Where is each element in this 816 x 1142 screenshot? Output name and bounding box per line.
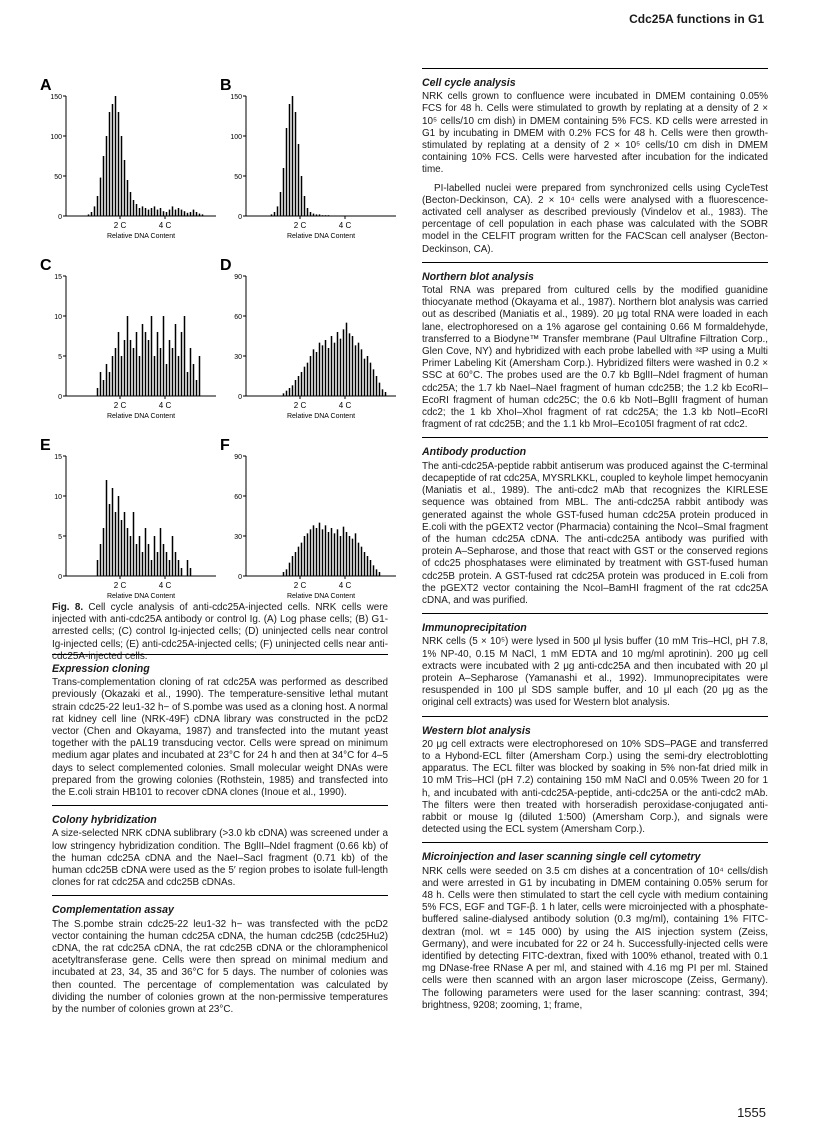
histogram-bar — [145, 528, 147, 576]
histogram-bar — [277, 206, 279, 216]
section-rule — [422, 437, 768, 438]
histogram-bar — [184, 316, 186, 396]
paragraph: NRK cells grown to confluence were incubated in DMEM containing 0.05% FCS for 48 h. Cells were stimulated to growth by replating at a density of 2 × 10⁵ cells/10 cm dish) in DMEM containing 5% FCS. KD cells were arrested in G1 by incubating in DMEM with 0.2% FCS for 48 h. Cells were then growth-stimulated by replating at a density of 2 × 10⁵ cells/10 cm dish in DMEM containing 10% FCS. Cells were harvested after incubation for the indicated time. — [422, 91, 768, 176]
histogram-bar — [316, 528, 318, 576]
panel-label: F — [220, 437, 230, 454]
y-tick-label: 90 — [234, 454, 242, 461]
histogram-bar — [124, 340, 126, 396]
histogram-bar — [292, 385, 294, 396]
section-rule — [422, 842, 768, 843]
histogram-bar — [166, 364, 168, 396]
histogram-bar — [370, 363, 372, 396]
histogram-bar — [301, 543, 303, 576]
histogram-bar — [175, 324, 177, 396]
x-axis-label: Relative DNA Content — [286, 413, 356, 420]
x-axis-label: Relative DNA Content — [106, 593, 176, 600]
histogram-bar — [130, 340, 132, 396]
y-tick-label: 15 — [54, 454, 62, 461]
y-tick-label: 150 — [230, 94, 242, 101]
histogram-bar — [178, 356, 180, 396]
y-tick-label: 90 — [234, 274, 242, 281]
histogram-bar — [373, 369, 375, 396]
x-tick-label: 4 C — [338, 221, 352, 230]
histogram-bar — [190, 212, 192, 216]
histogram-bar — [379, 572, 381, 576]
histogram-bar — [358, 343, 360, 396]
histogram-bar — [307, 363, 309, 396]
paragraph: NRK cells were seeded on 3.5 cm dishes at a concentration of 10⁴ cells/dish and were arrested in G1 by incubating in DMEM containing 0.05% serum for 48 h. Cells were then stimulated to start the cell cycle with medium containing 5% FCS, EGF and TGF-β. 1 h later, cells were microinjected with a phosphate-buffered saline-dialysed antibody solution (0.3 mg/ml), containing 1% FITC-dextran (mol. wt = 145 000) by using the AIS injection system (Zeiss, Germany), and were incubated for 22 or 24 h. Successfully-injected cells were identified by detecting FITC-dextran, fixed with 100% ethanol, treated with 0.1 mg DNase-free RNase A per ml, and stained with 4.16 mg PI per ml. Stained cells were then scanned with an argon laser microscope (Zeiss, Germany). The following parameters were used for the laser scanning: contrast, 394; brightness, 9208; zooming, 1; frame, — [422, 865, 768, 1011]
section-rule — [52, 654, 388, 655]
histogram-bar — [121, 356, 123, 396]
histogram-bar — [364, 552, 366, 576]
panel-label: C — [40, 257, 52, 274]
y-tick-label: 0 — [58, 214, 62, 221]
panel-label: E — [40, 437, 51, 454]
histogram-bar — [358, 543, 360, 576]
histogram-bar — [136, 544, 138, 576]
histogram-bar — [154, 536, 156, 576]
histogram-bar — [181, 568, 183, 576]
histogram-bar — [196, 380, 198, 396]
histogram-bar — [160, 528, 162, 576]
x-tick-label: 4 C — [338, 581, 352, 590]
histogram-bar — [343, 329, 345, 396]
histogram-bar — [313, 525, 315, 576]
histogram-bar — [124, 160, 126, 216]
histogram-bar — [184, 211, 186, 216]
histogram-bar — [367, 356, 369, 396]
histogram-bar — [157, 552, 159, 576]
histogram-bar — [115, 348, 117, 396]
y-tick-label: 60 — [234, 314, 242, 321]
y-tick-label: 50 — [234, 174, 242, 181]
histogram-bar — [133, 200, 135, 216]
histogram-bar — [103, 156, 105, 216]
histogram-bar — [289, 563, 291, 576]
section-rule — [52, 895, 388, 896]
histogram-bar — [298, 376, 300, 396]
histogram-bar — [325, 340, 327, 396]
x-axis-label: Relative DNA Content — [286, 593, 356, 600]
histogram-bar — [115, 512, 117, 576]
histogram-bar — [109, 504, 111, 576]
histogram-bar — [319, 343, 321, 396]
histogram-bar — [175, 552, 177, 576]
section-heading: Northern blot analysis — [422, 270, 534, 283]
histogram-bar — [196, 212, 198, 216]
histogram-bar — [178, 208, 180, 216]
x-tick-label: 4 C — [158, 221, 172, 230]
histogram-bar — [373, 565, 375, 576]
y-tick-label: 0 — [238, 214, 242, 221]
panel-label: D — [220, 257, 232, 274]
y-tick-label: 0 — [58, 574, 62, 581]
histogram-bar — [121, 520, 123, 576]
histogram-bar — [154, 206, 156, 216]
section-heading: Immunoprecipitation — [422, 622, 527, 635]
x-tick-label: 4 C — [338, 401, 352, 410]
histogram-bar — [118, 496, 120, 576]
y-tick-label: 0 — [238, 574, 242, 581]
histogram-bar — [283, 572, 285, 576]
histogram-bar — [328, 532, 330, 576]
y-tick-label: 0 — [58, 394, 62, 401]
paragraph: Trans-complementation cloning of rat cdc25A was performed as described previously (Okazaki et al., 1990). The temperature-sensitive lethal mutant strain cdc25-22 leu1-32 h− of S.pombe was used as a cloning host. A normal rat kidney cell line (NRK-49F) cDNA library was constructed in the pcD2 vector (Chen and Okayama, 1987) and transfected into the mutant yeast together with the pAL19 transducing vector. Cells were spread on minimum medium agar plates and incubated at 23°C for 24 h and then at 34°C for 4–5 days to select complemented colonies. Small molecular weight DNAs were prepared from the growing colonies (Rothstein, 1985) and transfected into the E.coli strain HB101 to recover cDNA clones (Inoue et al., 1990). — [52, 677, 388, 799]
histogram-bar — [322, 345, 324, 396]
histogram-bar — [145, 332, 147, 396]
histogram-bar — [298, 547, 300, 576]
x-tick-label: 4 C — [158, 581, 172, 590]
histogram-bar — [346, 532, 348, 576]
histogram-bar — [193, 364, 195, 396]
histogram-bar — [352, 336, 354, 396]
paragraph: Total RNA was prepared from cultured cells by the modified guanidine thiocyanate method (Okayama et al., 1987). Northern blot analysis was carried out as described (Maniatis et al., 1989). 20 μg total RNA were loaded in each lane, electrophoresed on a 1% agarose gel containing 0.66 M formaldehyde, transferred to a Biodyne™ Transfer membrane (Paul Ultrafine Filtration Corp., Glen Cove, NY) and hybridized with each probe labelled with ³²P using a Multi Primer Labeling Kit (Amersham Corp.). Hybridized filters were washed in 0.2 × SSC at 60°C. The probes used are the 0.7 kb BglII–NdeI fragment of human cdc25A; the 1.7 kb NaeI–NaeI fragment of human cdc25B; the 1.2 kb EcoRI–EcoRI fragment of human cdc25C; the 0.6 kb NotI–BglII fragment of human cdc2; the 1 kb XhoI–XhoI fragment of rat cdc25A; the 1.3 kb NotI–EcoRI fragment of rat cdc25B; and the 1.1 kb MroI–Eco105I fragment of rat cdc2. — [422, 285, 768, 431]
histogram-bar — [187, 213, 189, 216]
histogram-bar — [151, 560, 153, 576]
histogram-bar — [142, 206, 144, 216]
left-column — [52, 654, 388, 1022]
histogram-bar — [199, 356, 201, 396]
histogram-bar — [94, 206, 96, 216]
histogram-bar — [331, 528, 333, 576]
histogram-bar — [286, 128, 288, 216]
histogram-bar — [148, 340, 150, 396]
y-tick-label: 10 — [54, 314, 62, 321]
histogram-bar — [289, 104, 291, 216]
paragraph: The S.pombe strain cdc25-22 leu1-32 h− was transfected with the pcD2 vector containing the human cdc25A cDNA, the human cdc25B (cdc25Hu2) cDNA, the rat cdc25A cDNA, the rat cdc25B cDNA or the chloramphenicol acetyltransferase gene. Cells were then spread on minimal medium and incubated at 23, 34, 35 and 36°C for 5 days. The number of colonies was then counted. The percentage of complementation was calculated by dividing the number of colonies grown at the non-permissive temperatures by the number of colonies grown at 23°C. — [52, 918, 388, 1016]
histogram-bar — [103, 528, 105, 576]
x-axis-label: Relative DNA Content — [106, 233, 176, 240]
histogram-bar — [100, 178, 102, 216]
histogram-bar — [127, 528, 129, 576]
histogram-bar — [301, 372, 303, 396]
histogram-bar — [319, 214, 321, 216]
histogram-bar — [361, 349, 363, 396]
section-heading: Colony hybridization — [52, 814, 157, 827]
paragraph: A size-selected NRK cDNA sublibrary (>3.0 kb cDNA) was screened under a low stringency hybridization condition. The BglII–NdeI fragment (0.66 kb) of the human cdc25A cDNA and the NaeI–SacI fragment (0.71 kb) of the human cdc25B cDNA were used as the 5′ region probes to isolate full-length clones for rat cdc25A and cdc25B cDNAs. — [52, 828, 388, 889]
histogram-bar — [91, 212, 93, 216]
caption-label: Fig. 8. — [52, 602, 84, 613]
histogram-bar — [139, 356, 141, 396]
histogram-bar — [163, 211, 165, 216]
histogram-bar — [181, 332, 183, 396]
running-head: Cdc25A functions in G1 — [629, 12, 764, 26]
histogram-bar — [307, 533, 309, 576]
histogram-bar — [118, 332, 120, 396]
histogram-bar — [355, 345, 357, 396]
histogram-bar — [292, 96, 294, 216]
section-rule — [422, 262, 768, 263]
histogram-bar — [160, 348, 162, 396]
caption-text: Cell cycle analysis of anti-cdc25A-injected cells. NRK cells were injected with anti-cdc25A antibody or control Ig. (A) Log phase cells; (B) G1-arrested cells; (C) control Ig-injected cells; (D) uninjected cells near control Ig-injected cells; (E) anti-cdc25A-injected cells; (F) uninjected cells near anti-cdc25A-injected cells. — [52, 602, 388, 662]
histogram-bar — [157, 332, 159, 396]
histogram-bar — [112, 488, 114, 576]
x-tick-label: 2 C — [293, 401, 307, 410]
histogram-bar — [367, 556, 369, 576]
histogram-bar — [148, 544, 150, 576]
histogram-bar — [202, 214, 204, 216]
histogram-bar — [340, 339, 342, 396]
histogram-bar — [307, 208, 309, 216]
histogram-bar — [376, 376, 378, 396]
histogram-bar — [178, 560, 180, 576]
x-tick-label: 2 C — [293, 581, 307, 590]
histogram-bar — [295, 552, 297, 576]
histogram-bar — [379, 383, 381, 396]
histogram-bar — [133, 348, 135, 396]
histogram-bar — [97, 560, 99, 576]
histogram-bar — [322, 215, 324, 216]
histogram-bar — [151, 208, 153, 216]
histogram-bar — [127, 180, 129, 216]
histogram-bar — [295, 112, 297, 216]
y-tick-label: 30 — [234, 534, 242, 541]
histogram-bar — [349, 333, 351, 396]
histogram-bar — [298, 144, 300, 216]
histogram-bar — [295, 380, 297, 396]
section-heading: Antibody production — [422, 446, 527, 459]
histogram-bar — [118, 112, 120, 216]
histogram-bar — [304, 536, 306, 576]
y-tick-label: 10 — [54, 494, 62, 501]
histogram-bar — [319, 523, 321, 576]
histogram-bar — [349, 536, 351, 576]
x-tick-label: 2 C — [293, 221, 307, 230]
histogram-bar — [313, 349, 315, 396]
histogram-bar — [112, 104, 114, 216]
histogram-bar — [145, 208, 147, 216]
histogram-bar — [175, 210, 177, 216]
histogram-bar — [316, 214, 318, 216]
histogram-bar — [112, 356, 114, 396]
histogram-bar — [163, 316, 165, 396]
histogram-bar — [286, 391, 288, 396]
histogram-bar — [190, 568, 192, 576]
histogram-bar — [136, 332, 138, 396]
x-tick-label: 2 C — [113, 221, 127, 230]
histogram-bar — [97, 388, 99, 396]
histogram-bar — [199, 214, 201, 216]
histogram-bar — [340, 536, 342, 576]
histogram-bar — [169, 560, 171, 576]
histogram-bar — [325, 215, 327, 216]
histogram-bar — [88, 214, 90, 216]
panel-label: A — [40, 77, 52, 94]
histogram-bar — [274, 212, 276, 216]
histogram-bar — [136, 204, 138, 216]
histogram-bar — [286, 569, 288, 576]
histogram-bar — [133, 512, 135, 576]
histogram-bar — [361, 547, 363, 576]
x-tick-label: 4 C — [158, 401, 172, 410]
page-number: 1555 — [737, 1105, 766, 1120]
histogram-bar — [172, 348, 174, 396]
histogram-bar — [364, 359, 366, 396]
paragraph: The anti-cdc25A-peptide rabbit antiserum was produced against the C-terminal decapeptide of rat cdc25A, MYSRLKKL, coupled to keyhole limpet hemocyanin (Maniatis et al., 1989). The anti-cdc2 mAb that recognizes the KIRLESE sequence was obtained from MBL. The anti-cdc25A rabbit antibody was generated against the whole GST-fused human cdc25A protein produced in E.coli with the pGEXT2 vector (Pharmacia) containing the NcoI–SmaI fragment of the human cdc25A cDNA. The anti-cdc25A antibody was purified with protein A–Sepharose, and those that react with GST or the conserved regions of cdc25 phosphatases were eliminated by treatment with GST-fused human cdc25B protein. A GST-fused rat cdc25A protein was produced in E.coli from the pGEXT2 vector containing the NcoI–BamHI fragment of the rat cdc25A cDNA, and was purified. — [422, 460, 768, 606]
histogram-bar — [169, 340, 171, 396]
histogram-bar — [100, 372, 102, 396]
histogram-bar — [172, 536, 174, 576]
section-heading: Cell cycle analysis — [422, 77, 516, 89]
section-rule — [52, 805, 388, 806]
histogram-bar — [310, 529, 312, 576]
x-axis-label: Relative DNA Content — [106, 413, 176, 420]
histogram-bar — [310, 212, 312, 216]
x-tick-label: 2 C — [113, 401, 127, 410]
histogram-bar — [346, 323, 348, 396]
histogram-bar — [337, 332, 339, 396]
figure-8 — [36, 68, 416, 668]
histogram-bar — [283, 168, 285, 216]
histogram-bar — [139, 208, 141, 216]
histogram-bar — [166, 552, 168, 576]
histogram-bar — [310, 356, 312, 396]
histogram-bar — [121, 136, 123, 216]
histogram-bar — [124, 512, 126, 576]
histogram-bar — [115, 96, 117, 216]
histogram-bar — [109, 372, 111, 396]
histogram-bar — [130, 192, 132, 216]
histogram-bar — [376, 569, 378, 576]
histogram-bar — [271, 214, 273, 216]
histogram-bar — [163, 544, 165, 576]
histogram-bar — [154, 356, 156, 396]
panel-label: B — [220, 77, 232, 94]
histogram-bar — [172, 206, 174, 216]
histogram-bar — [304, 367, 306, 396]
histogram-bar — [355, 533, 357, 576]
y-tick-label: 60 — [234, 494, 242, 501]
histogram-bar — [292, 556, 294, 576]
histogram-bar — [142, 552, 144, 576]
section-rule — [422, 68, 768, 69]
histogram-bar — [130, 536, 132, 576]
histogram-bar — [280, 192, 282, 216]
histogram-bar — [301, 176, 303, 216]
paragraph: NRK cells (5 × 10⁵) were lysed in 500 μl lysis buffer (10 mM Tris–HCl, pH 7.8, 1% NP-40, 0.15 M NaCl, 1 mM EDTA and 10 mg/ml aprotinin). 200 μg cell extracts were incubated with 2 μg anti-cdc25A and then incubated with 20 μl protein A–Sepharose (Yamanashi et al., 1992). Immunoprecipitates were resuspended in 100 μl SDS sample buffer, and 10 μl each (20 μg as the original cell extracts) was used for Western blot analysis. — [422, 636, 768, 709]
y-tick-label: 100 — [230, 134, 242, 141]
histogram-bar — [187, 372, 189, 396]
histogram-bar — [343, 527, 345, 576]
histogram-bar — [190, 348, 192, 396]
histogram-bar — [106, 364, 108, 396]
histogram-bar — [337, 529, 339, 576]
histogram-bar — [160, 208, 162, 216]
histogram-bar — [313, 214, 315, 216]
histogram-bar — [322, 529, 324, 576]
histogram-bar — [106, 136, 108, 216]
histogram-bar — [352, 539, 354, 576]
histogram-bar — [283, 393, 285, 396]
y-tick-label: 15 — [54, 274, 62, 281]
right-column — [422, 68, 768, 1018]
section-heading: Complementation assay — [52, 904, 174, 917]
histogram-bar — [181, 210, 183, 216]
histogram-bar — [334, 343, 336, 396]
histogram-bar — [109, 112, 111, 216]
histogram-bar — [127, 316, 129, 396]
y-tick-label: 100 — [50, 134, 62, 141]
y-tick-label: 5 — [58, 354, 62, 361]
histogram-bar — [148, 210, 150, 216]
paragraph: 20 μg cell extracts were electrophoresed on 10% SDS–PAGE and transferred to a Hybond-ECL filter (Amersham Corp.) using the semi-dry electroblotting apparatus. The ECL filter was blocked by soaking in 5% non-fat dried milk in 10 mM Tris–HCl (pH 7.2) containing 150 mM NaCl and 0.05% Tween 20 for 1 h, and incubated with anti-cdc25A-peptide, anti-cdc25A or the anti-cdc2 mAb. The filters were then treated with horseradish peroxidase-conjugated anti-rabbit or mouse Ig (diluted 1:500) (Amersham Corp.), and signals were detected using the ECL system (Amersham Corp.). — [422, 738, 768, 836]
section-heading: Expression cloning — [52, 663, 150, 675]
histogram-bar — [103, 380, 105, 396]
histogram-bar — [334, 533, 336, 576]
section-rule — [422, 716, 768, 717]
histogram-bar — [100, 544, 102, 576]
histogram-bar — [157, 210, 159, 216]
histogram-bar — [328, 215, 330, 216]
y-tick-label: 30 — [234, 354, 242, 361]
histogram-bar — [289, 388, 291, 396]
histogram-bar — [316, 352, 318, 396]
y-tick-label: 150 — [50, 94, 62, 101]
section-heading: Microinjection and laser scanning single cell cytometry — [422, 851, 701, 864]
histogram-bar — [139, 536, 141, 576]
histogram-bar — [151, 316, 153, 396]
histogram-bar — [169, 210, 171, 216]
y-tick-label: 5 — [58, 534, 62, 541]
histogram-bar — [304, 196, 306, 216]
section-rule — [422, 613, 768, 614]
section-heading: Western blot analysis — [422, 724, 531, 737]
paragraph: PI-labelled nuclei were prepared from synchronized cells using CycleTest (Becton-Deckinson, CA). 2 × 10⁴ cells were analysed with a fluorescence-activated cell analyser as described previously (Vindelov et al., 1983). The percentage of cell population in each phase was calculated with the SOBR model in the CELFIT program written for the FACScan cell analyser (Becton-Deckinson, CA). — [422, 182, 768, 255]
x-tick-label: 2 C — [113, 581, 127, 590]
histogram-bar — [106, 480, 108, 576]
x-axis-label: Relative DNA Content — [286, 233, 356, 240]
y-tick-label: 0 — [238, 394, 242, 401]
histogram-bar — [325, 525, 327, 576]
histogram-bar — [331, 336, 333, 396]
histogram-bar — [187, 560, 189, 576]
histogram-bar — [382, 389, 384, 396]
histogram-bar — [328, 348, 330, 396]
histogram-bar — [166, 212, 168, 216]
histogram-bar — [142, 324, 144, 396]
histogram-bar — [370, 560, 372, 576]
histogram-bar — [385, 392, 387, 396]
histogram-bar — [97, 196, 99, 216]
y-tick-label: 50 — [54, 174, 62, 181]
histogram-bar — [193, 210, 195, 216]
